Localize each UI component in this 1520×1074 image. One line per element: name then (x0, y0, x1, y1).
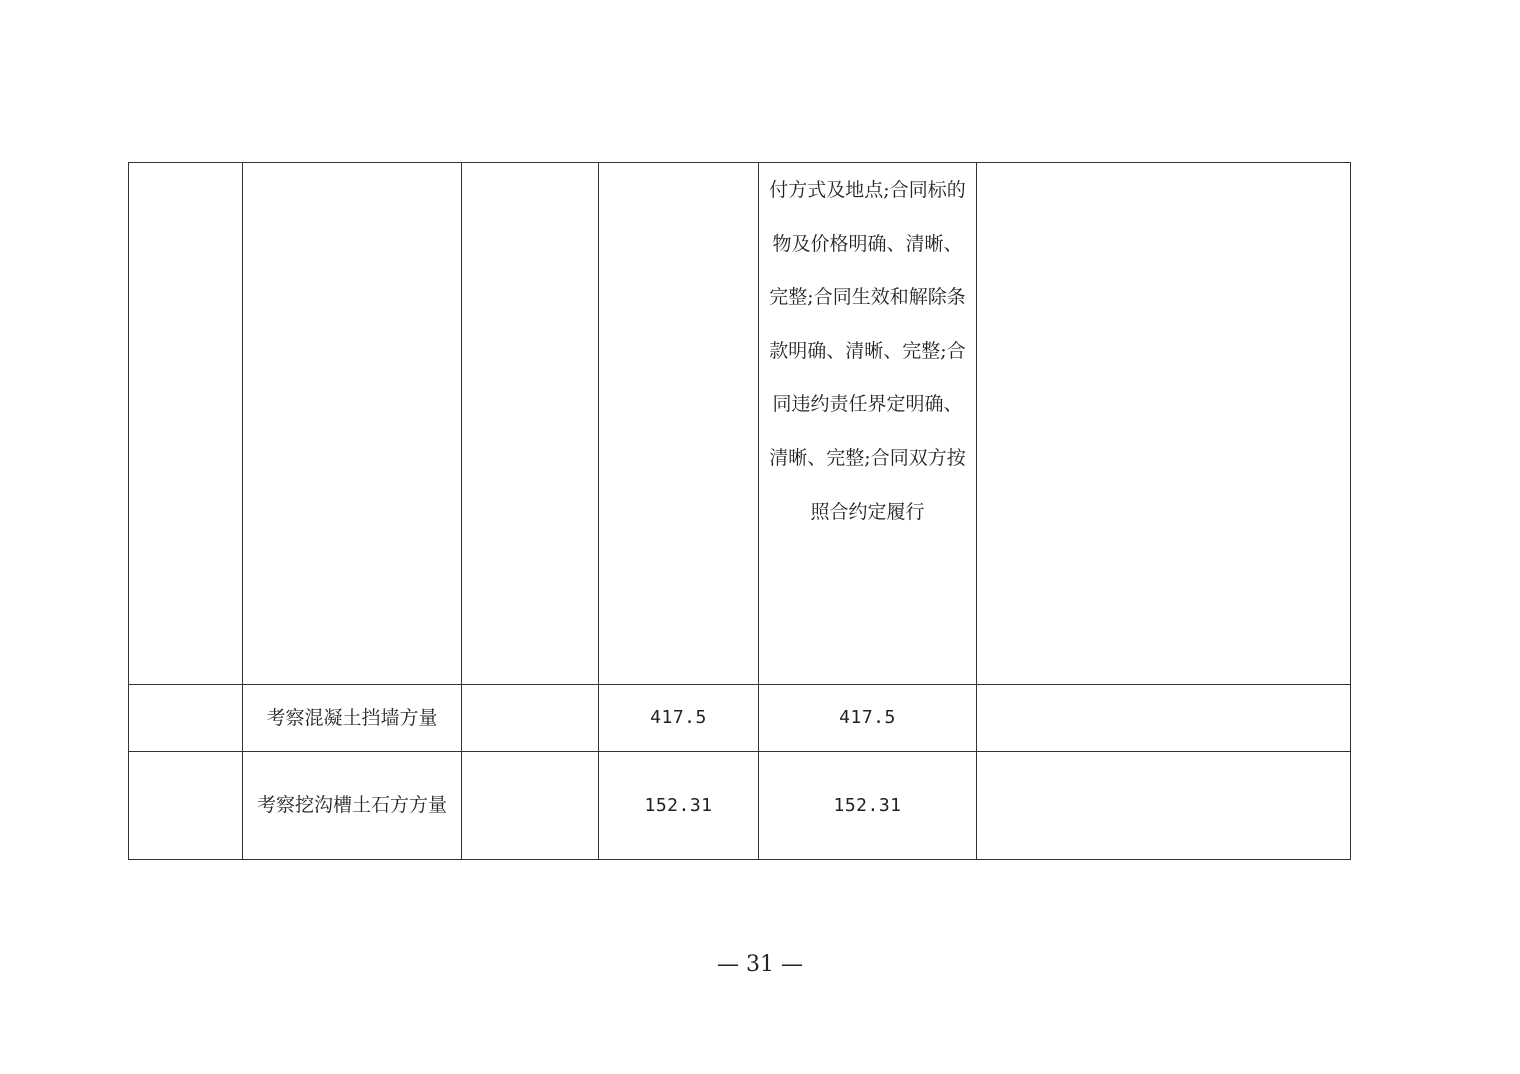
data-table (128, 162, 1351, 860)
table-cell (977, 685, 1351, 752)
table-cell (977, 163, 1351, 685)
table-cell-criteria: 付方式及地点;合同标的物及价格明确、清晰、完整;合同生效和解除条款明确、清晰、完整;合同违约责任界定明确、清晰、完整;合同双方按照合约定履行 (759, 163, 977, 685)
table-cell-actual-value: 152.31 (759, 752, 977, 860)
page-number: — 31 — (717, 952, 803, 977)
table-cell-actual-value: 417.5 (759, 685, 977, 752)
table-cell (462, 163, 599, 685)
table-cell (129, 163, 243, 685)
table-cell (977, 752, 1351, 860)
table-row (129, 163, 1351, 685)
table-cell-target-value: 152.31 (599, 752, 759, 860)
table-cell-target-value: 417.5 (599, 685, 759, 752)
table-row (129, 752, 1351, 860)
table-cell (243, 163, 462, 685)
table-cell (462, 685, 599, 752)
table-cell (129, 752, 243, 860)
table-cell (462, 752, 599, 860)
table-row (129, 685, 1351, 752)
table-cell (599, 163, 759, 685)
table-cell (129, 685, 243, 752)
table-cell-indicator: 考察挖沟槽土石方方量 (243, 752, 462, 860)
table-cell-indicator: 考察混凝土挡墙方量 (243, 685, 462, 752)
